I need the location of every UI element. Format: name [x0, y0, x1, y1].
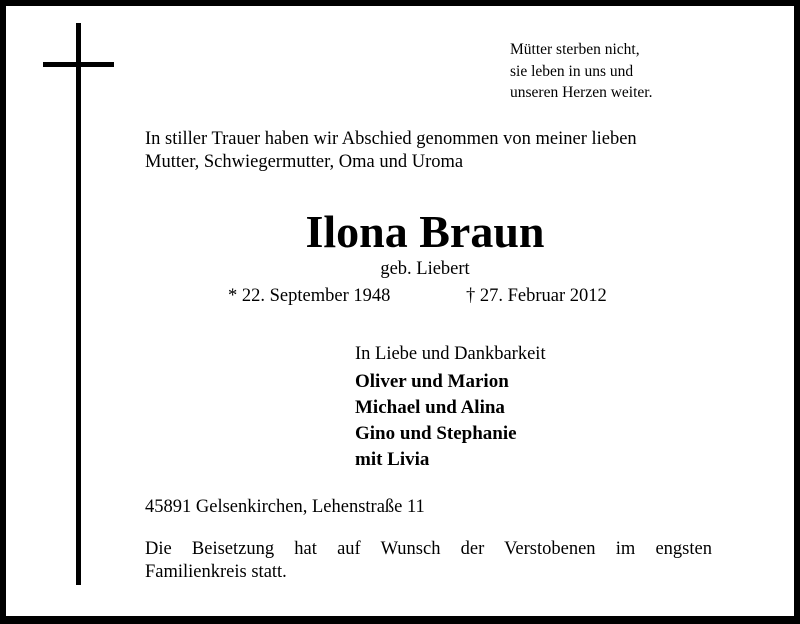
- cross-icon-bar: [43, 62, 114, 67]
- funeral-note-line: Die Beisetzung hat auf Wunsch der Verstobenen im engsten: [145, 539, 712, 559]
- quote-line: unseren Herzen weiter.: [510, 84, 653, 101]
- maiden-name: geb. Liebert: [380, 259, 470, 279]
- funeral-note-line: Familienkreis statt.: [145, 562, 287, 582]
- death-date: † 27. Februar 2012: [466, 286, 607, 306]
- mourner: Oliver und Marion: [355, 371, 509, 392]
- mourner: mit Livia: [355, 449, 430, 470]
- quote: [510, 39, 652, 104]
- mourner: Michael und Alina: [355, 397, 505, 418]
- intro-line: In stiller Trauer haben wir Abschied genommen von meiner lieben: [145, 129, 637, 149]
- funeral-note: [145, 538, 712, 584]
- intro-text: [145, 128, 637, 174]
- birth-date: * 22. September 1948: [228, 286, 391, 306]
- intro-line: Mutter, Schwiegermutter, Oma und Uroma: [145, 152, 464, 172]
- quote-line: sie leben in uns und: [510, 62, 634, 80]
- mourners-list: [355, 369, 517, 473]
- mourner: Gino und Stephanie: [355, 423, 517, 444]
- quote-line: Mütter sterben nicht,: [510, 41, 640, 58]
- deceased-name: Ilona Braun: [305, 206, 545, 257]
- address: 45891 Gelsenkirchen, Lehenstraße 11: [145, 497, 425, 517]
- mourners-intro: In Liebe und Dankbarkeit: [355, 344, 546, 364]
- cross-icon: [76, 23, 81, 585]
